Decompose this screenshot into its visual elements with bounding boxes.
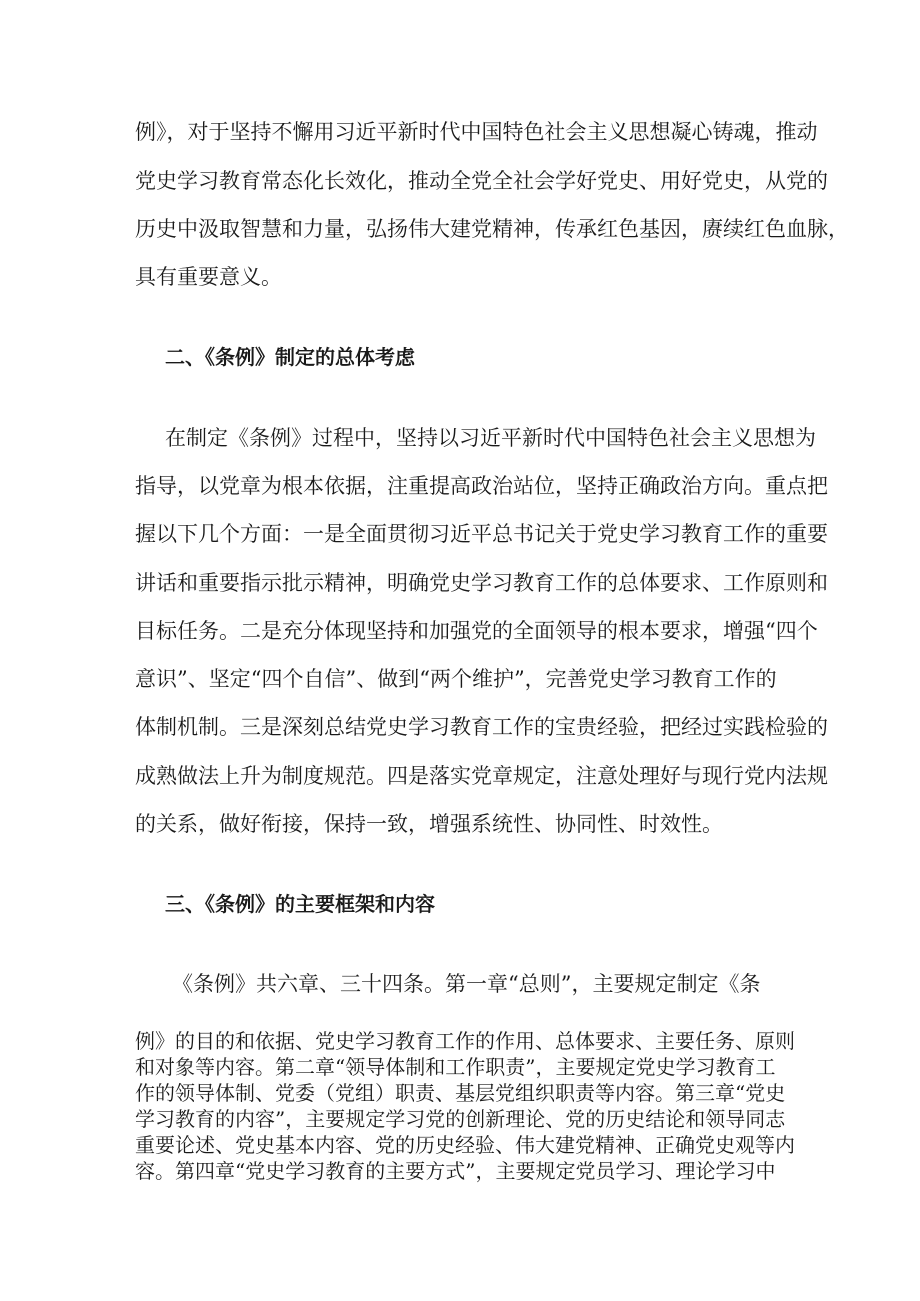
- text-line: 体制机制。三是深刻总结党史学习教育工作的宝贵经验，把经过实践检验的: [135, 715, 828, 739]
- text-line: 和对象等内容。第二章“领导体制和工作职责”，主要规定党史学习教育工: [135, 1055, 776, 1079]
- text-line: 在制定《条例》过程中，坚持以习近平新时代中国特色社会主义思想为: [165, 426, 816, 450]
- text-line: 《条例》共六章、三十四条。第一章“总则”，主要规定制定《条: [172, 972, 761, 996]
- text-line: 例》，对于坚持不懈用习近平新时代中国特色社会主义思想凝心铸魂，推动: [135, 120, 818, 144]
- text-line: 例》的目的和依据、党史学习教育工作的作用、总体要求、主要任务、原则: [135, 1029, 795, 1053]
- text-line: 历史中汲取智慧和力量，弘扬伟大建党精神，传承红色基因，赓续红色血脉，: [135, 217, 849, 241]
- text-line: 容。第四章“党史学习教育的主要方式”，主要规定党员学习、理论学习中: [135, 1159, 776, 1183]
- text-line: 意识”、坚定“四个自信”、做到“两个维护”，完善党史学习教育工作的: [135, 667, 777, 691]
- section-heading-3: 三、《条例》的主要框架和内容: [165, 892, 435, 916]
- text-line: 学习教育的内容”，主要规定学习党的创新理论、党的历史结论和领导同志: [135, 1107, 786, 1131]
- section-heading-2: 二、《条例》制定的总体考虑: [165, 345, 415, 369]
- text-line: 指导，以党章为根本依据，注重提高政治站位，坚持正确政治方向。重点把: [135, 474, 828, 498]
- text-line: 党史学习教育常态化长效化，推动全党全社会学好党史、用好党史，从党的: [135, 169, 828, 193]
- text-line: 的关系，做好衔接，保持一致，增强系统性、协同性、时效性。: [135, 812, 723, 836]
- text-line: 重要论述、党史基本内容、党的历史经验、伟大建党精神、正确党史观等内: [135, 1133, 795, 1157]
- text-line: 作的领导体制、党委（党组）职责、基层党组织职责等内容。第三章“党史: [135, 1081, 786, 1105]
- text-line: 目标任务。二是充分体现坚持和加强党的全面领导的根本要求，增强“四个: [135, 619, 818, 643]
- text-line: 成熟做法上升为制度规范。四是落实党章规定，注意处理好与现行党内法规: [135, 764, 828, 788]
- text-line: 握以下几个方面：一是全面贯彻习近平总书记关于党史学习教育工作的重要: [135, 522, 828, 546]
- text-line: 具有重要意义。: [135, 265, 282, 289]
- text-line: 讲话和重要指示批示精神，明确党史学习教育工作的总体要求、工作原则和: [135, 571, 828, 595]
